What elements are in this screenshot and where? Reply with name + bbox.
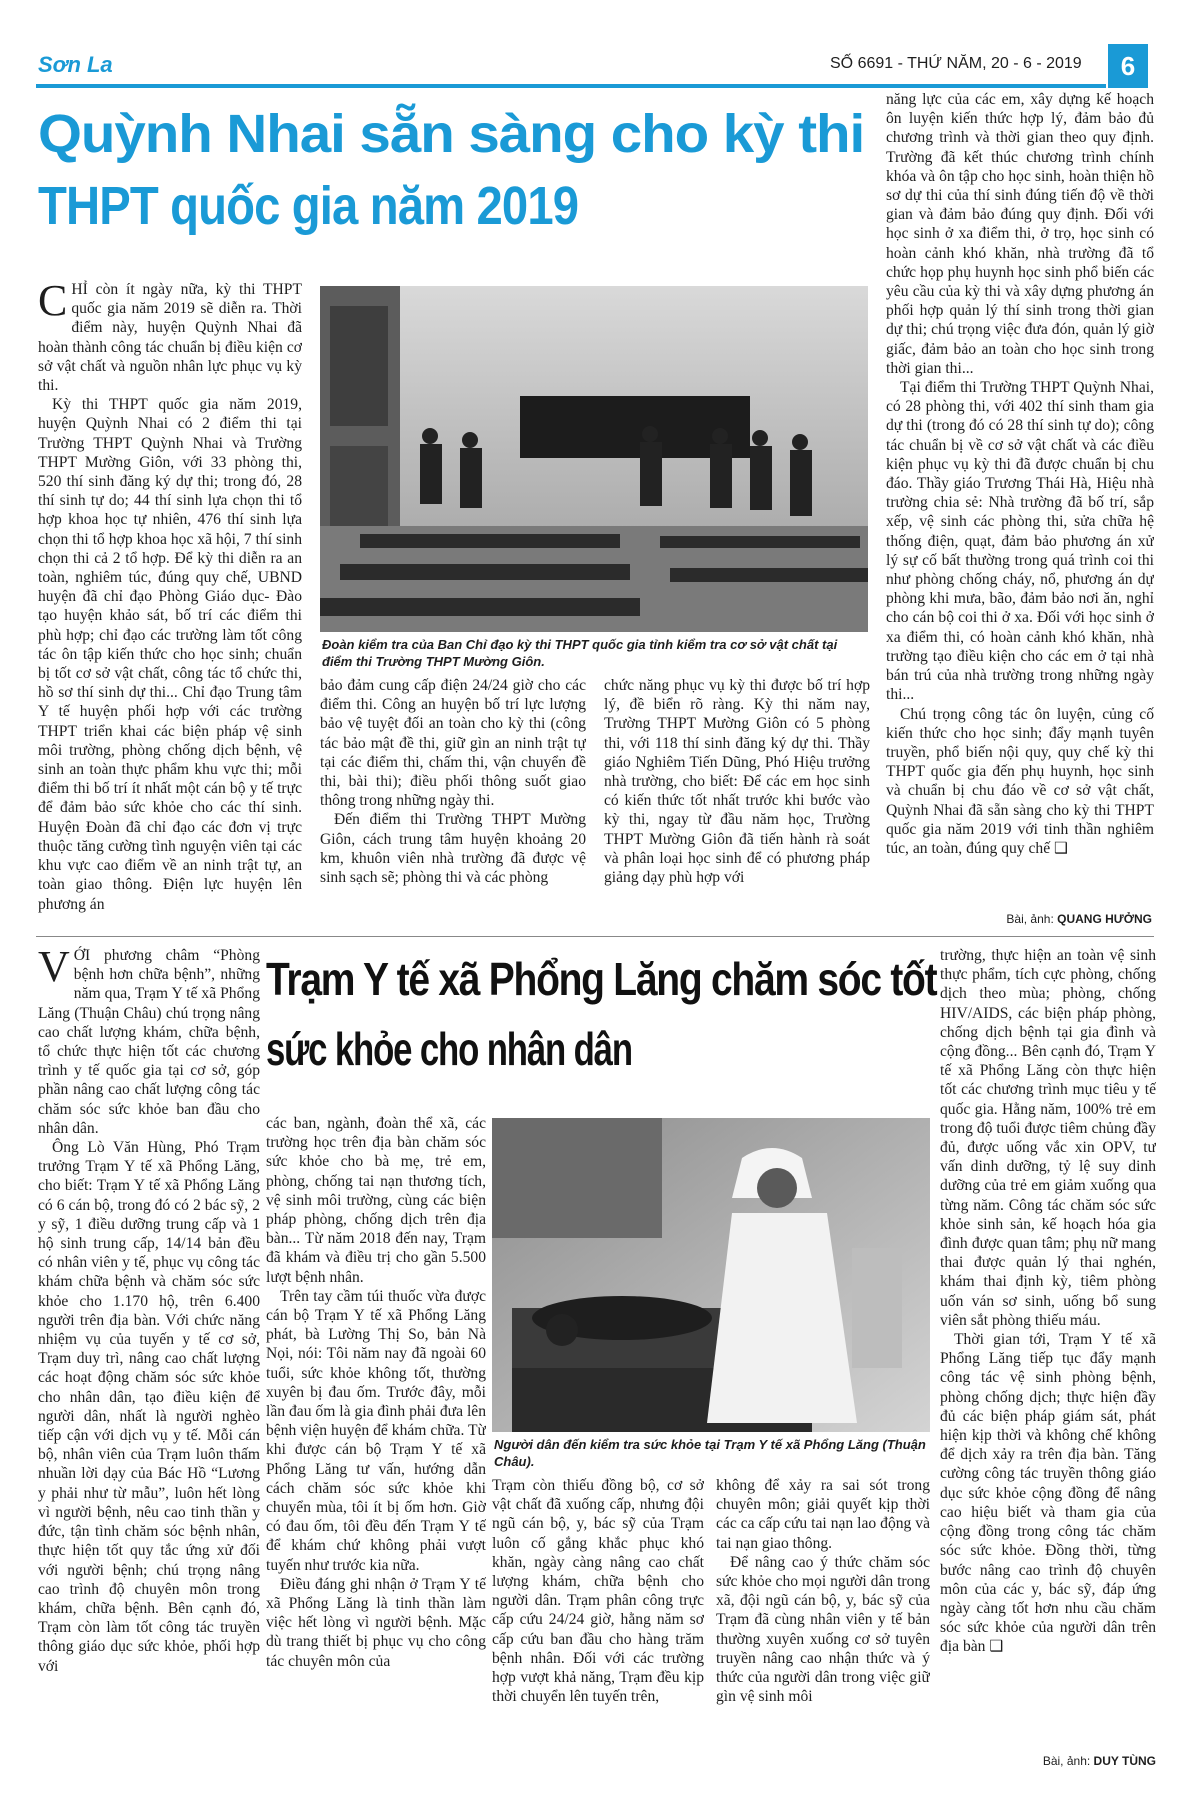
- article2-title-line2: sức khỏe cho nhân dân: [266, 1023, 632, 1075]
- article2-lead: ỚI phương châm “Phòng bệnh hơn chữa bệnh”, những năm qua, Trạm Y tế xã Phổng Lăng (Thuận Châu) chú trọng nâng cao chất lượng khám, chữa bệnh, tổ chức thực hiện tốt các chương trình y tế quốc gia tại cơ sở, góp phần nâng cao chất lượng công tác chăm sóc sức khỏe ban đầu cho nhân dân.: [38, 947, 260, 1137]
- page-number: 6: [1108, 44, 1148, 88]
- article2-column-3: [492, 1476, 704, 1750]
- article2-byline: [990, 1754, 1156, 1768]
- article1-byline: [1000, 912, 1152, 926]
- article2-byline-author: DUY TÙNG: [1093, 1754, 1156, 1768]
- article1-column-4: [886, 90, 1154, 898]
- header-rule: [36, 84, 1106, 88]
- article2-col2-paragraph-3: Điều đáng ghi nhận ở Trạm Y tế xã Phổng Lăng là tinh thần làm việc hết lòng vì người bệnh. Mặc dù trang thiết bị phục vụ cho công tác chuyên môn của: [266, 1575, 486, 1670]
- article1-photo-caption: Đoàn kiểm tra của Ban Chỉ đạo kỳ thi THPT quốc gia tỉnh kiểm tra cơ sở vật chất tại điểm thi Trường THPT Mường Giôn.: [322, 637, 838, 669]
- article2-col4-paragraph-1: không để xảy ra sai sót trong chuyên môn; giải quyết kịp thời các ca cấp cứu tai nạn lao động và tai nạn giao thông.: [716, 1477, 930, 1552]
- article1-drop-cap: C: [38, 280, 68, 325]
- article1-lead: HỈ còn ít ngày nữa, kỳ thi THPT quốc gia năm 2019 sẽ diễn ra. Thời điểm này, huyện Quỳnh Nhai đã hoàn thành công tác chuẩn bị điều kiện cơ sở vật chất và nguồn nhân lực phục vụ kỳ thi.: [38, 281, 302, 395]
- article1-photo: [320, 286, 868, 632]
- article2-col4-paragraph-2: Để nâng cao ý thức chăm sóc sức khỏe cho mọi người dân trong xã, đội ngũ cán bộ, y, bác sỹ của Trạm đã cùng nhân viên y tế bản thường xuyên xuống cơ sở tuyên truyền nâng cao nhận thức và ý thức của người dân trong việc giữ gìn vệ sinh môi: [716, 1553, 930, 1706]
- article1-byline-prefix: Bài, ảnh:: [1006, 912, 1054, 926]
- article2-column-5: [940, 946, 1156, 1746]
- article1-byline-author: QUANG HƯỞNG: [1057, 912, 1152, 926]
- article2-photo-caption: Người dân đến kiểm tra sức khỏe tại Trạm Y tế xã Phổng Lăng (Thuận Châu).: [494, 1437, 926, 1469]
- article1-col4-paragraph-1: năng lực của các em, xây dựng kế hoạch ôn luyện kiến thức hợp lý, đảm bảo đủ chương trình và thời gian theo quy định. Trường đã kết thúc chương trình chính khóa và ôn tập cho học sinh, hoàn thiện hồ sơ dự thi của thí sinh đúng tiến độ về thời gian và đảm bảo đúng quy định. Đối với học sinh ở xa điểm thi, ở trọ, học sinh có hoàn cảnh khó khăn, nhà trường đã tổ chức họp phụ huynh học sinh phổ biến các yêu cầu của kỳ thi và xây dựng phương án phối hợp quản lý thí sinh trong thời gian dự thi; chú trọng việc đưa đón, quản lý giờ giấc, đảm bảo an toàn cho học sinh trong thời gian thi...: [886, 91, 1154, 377]
- article2-col5-paragraph-2: Thời gian tới, Trạm Y tế xã Phổng Lăng tiếp tục đẩy mạnh công tác vệ sinh phòng bệnh, phòng chống dịch; thực hiện đầy đủ các biện pháp giám sát, phát hiện kịp thời và không chế không để dịch xảy ra trên địa bàn. Tăng cường công tác truyền thông giáo dục sức khỏe cộng đồng để nâng cao hiệu biết và tham gia của cộng đồng trong công tác chăm sóc sức khỏe. Đồng thời, từng bước nâng cao trình độ chuyên môn của các y, bác sỹ, đáp ứng ngày càng tốt hơn nhu cầu chăm sóc sức khỏe của người dân trên địa bàn ❑: [940, 1331, 1156, 1656]
- article2-column-1: [38, 946, 260, 1766]
- article2-byline-prefix: Bài, ảnh:: [1042, 1754, 1091, 1768]
- article1-title-line2: THPT quốc gia năm 2019: [38, 176, 579, 236]
- article2-column-2: [266, 1114, 486, 1750]
- article1-title-line1: Quỳnh Nhai sẵn sàng cho kỳ thi: [38, 104, 865, 164]
- article2-col3-paragraph: Trạm còn thiếu đồng bộ, cơ sở vật chất đã xuống cấp, nhưng đội ngũ cán bộ, y, bác sỹ của Trạm luôn cố gắng khắc phục khó khăn, ngày càng nâng cao chất lượng khám, chữa bệnh cho người dân. Trạm phân công trực cấp cứu 24/24 giờ, hằng năm sơ cấp cứu ban đầu cho hàng trăm bệnh nhân. Đối với các trường hợp vượt khả năng, Trạm đều kịp thời chuyển lên tuyến trên,: [492, 1477, 704, 1706]
- article2-paragraph: Ông Lò Văn Hùng, Phó Trạm trưởng Trạm Y tế xã Phổng Lăng, cho biết: Trạm Y tế xã Phổng Lăng có 6 cán bộ, trong đó có 2 bác sỹ, 2 y sỹ, 1 điều dưỡng trung cấp và 1 hộ sinh trung cấp, 14/14 bản đều có nhân viên y tế, phục vụ công tác khám chữa bệnh và chăm sóc sức khỏe cho 1.170 hộ, trên 6.400 người trên địa bàn. Với chức năng nhiệm vụ của tuyến y tế cơ sở, Trạm duy trì, nâng cao chất lượng các hoạt động chăm sóc sức khỏe cho nhân dân, tạo điều kiện để người dân, nhất là người nghèo tiếp cận với dịch vụ y tế. Mỗi cán bộ, nhân viên của Trạm luôn thấm nhuần lời dạy của Bác Hồ “Lương y phải như từ mẫu”, luôn hết lòng vì người bệnh, nêu cao tinh thần y đức, tận tình chăm sóc bệnh nhân, thực hiện tốt quy tắc ứng xử đối với người bệnh; chú trọng nâng cao trình độ chuyên môn trong khám, chữa bệnh. Bên cạnh đó, Trạm còn làm tốt công tác truyền thông giáo dục sức khỏe, phối hợp với: [38, 1139, 260, 1675]
- article1-col2-paragraph-2: Đến điểm thi Trường THPT Mường Giôn, cách trung tâm huyện khoảng 20 km, khuôn viên nhà trường đã được vệ sinh sạch sẽ; phòng thi và các phòng: [320, 811, 586, 887]
- page-header: [30, 44, 1170, 88]
- article2-col2-paragraph-1: các ban, ngành, đoàn thể xã, các trường học trên địa bàn chăm sóc sức khỏe cho bà mẹ, trẻ em, phòng, chống tai nạn thương tích, vệ sinh môi trường, cùng các biện pháp phòng, chống dịch trên địa bàn... Từ năm 2018 đến nay, Trạm đã khám và điều trị cho gần 5.500 lượt bệnh nhân.: [266, 1115, 486, 1286]
- article2-photo: [492, 1118, 930, 1432]
- article2-title-line1: Trạm Y tế xã Phổng Lăng chăm sóc tốt: [266, 953, 937, 1005]
- issue-info: SỐ 6691 - THỨ NĂM, 20 - 6 - 2019: [830, 55, 1082, 72]
- article2-column-4: [716, 1476, 930, 1750]
- classroom-photo-illustration: [320, 286, 868, 632]
- article1-column-3: [604, 676, 870, 932]
- article2-col5-paragraph-1: trường, thực hiện an toàn vệ sinh thực phẩm, tích cực phòng, chống dịch theo mùa; phòng, chống HIV/AIDS, các biện pháp phòng, chống dịch bệnh tại gia đình và cộng đồng... Bên cạnh đó, Trạm Y tế xã Phổng Lăng còn thực hiện tốt các chương trình mục tiêu y tế quốc gia. Hằng năm, 100% trẻ em trong độ tuổi được tiêm chủng đầy đủ, được uống vắc xin OPV, tư vấn dinh dưỡng, tỷ lệ suy dinh dưỡng của trẻ em giảm xuống qua từng năm. Công tác chăm sóc sức khỏe sinh sản, kế hoạch hóa gia đình được quan tâm; phụ nữ mang thai được quản lý thai nghén, khám thai định kỳ, tiêm phòng uốn ván sơ sinh, uống bổ sung viên sắt phòng thiếu máu.: [940, 947, 1156, 1329]
- section-name: Sơn La: [38, 52, 113, 77]
- health-checkup-photo-illustration: [492, 1118, 930, 1432]
- article1-col2-paragraph: bảo đảm cung cấp điện 24/24 giờ cho các điểm thi. Công an huyện bố trí lực lượng bảo vệ tuyệt đối an toàn cho kỳ thi (công tác bảo mật đề thi, giữ gìn an ninh trật tự tại các điểm thi, chấm thi, vận chuyển đề thi, bài thi); điều phối thông suốt giao thông trong những ngày thi.: [320, 677, 586, 810]
- article1-column-1: [38, 280, 302, 932]
- article1-col3-paragraph: chức năng phục vụ kỳ thi được bố trí hợp lý, đề biển rõ ràng. Kỳ thi năm nay, Trường THPT Mường Giôn có 5 phòng thi, với 118 thí sinh đăng ký dự thi. Thầy giáo Nghiêm Tiến Dũng, Phó Hiệu trưởng nhà trường, cho biết: Để các em học sinh có kiến thức tốt nhất trước khi bước vào kỳ thi, ngay từ đầu năm học, Trường THPT Mường Giôn đã tiến hành rà soát và phân loại học sinh để có phương pháp giảng dạy phù hợp với: [604, 677, 870, 887]
- article2-col2-paragraph-2: Trên tay cầm túi thuốc vừa được cán bộ Trạm Y tế xã Phổng Lăng phát, bà Lường Thị So, bản Nà Nọi, nói: Tôi năm nay đã ngoài 60 tuổi, sức khỏe không tốt, thường xuyên bị đau ốm. Trước đây, mỗi lần đau ốm là gia đình phải đưa lên bệnh viện huyện để khám chữa. Từ khi được cán bộ Trạm Y tế xã Phổng Lăng tư vấn, hướng dẫn cách chăm sóc sức khỏe khi chuyển mùa, tôi ít bị ốm hơn. Giờ có đau ốm, tôi đều đến Trạm Y tế để khám chứ không phải vượt tuyến như trước kia nữa.: [266, 1287, 486, 1574]
- article-divider: [36, 936, 1154, 937]
- article2-drop-cap: V: [38, 946, 70, 991]
- article1-col4-paragraph-2: Tại điểm thi Trường THPT Quỳnh Nhai, có 28 phòng thi, với 402 thí sinh tham gia dự thi (trong đó có 28 thí sinh tự do); công tác chuẩn bị về cơ sở vật chất và các điều kiện phục vụ kỳ thi đã được chuẩn bị chu đáo. Thầy giáo Trương Thái Hà, Hiệu nhà trường chia sẻ: Nhà trường đã bố trí, sắp xếp, vệ sinh các phòng thi, sửa chữa hệ thống điện, quạt, đảm bảo phương án xử lý sự cố bất thường trong quá trình coi thi như phòng chống cháy, nổ, phương án dự phòng khi mưa, bão, đảm bảo nơi ăn, nghỉ cho cán bộ coi thi ở xa. Đối với học sinh ở xa điểm thi, có hoàn cảnh khó khăn, nhà trường tạo điều kiện cho các em ở tại nhà bán trú của nhà trường trong những ngày thi...: [886, 379, 1154, 704]
- article1-col4-paragraph-3: Chú trọng công tác ôn luyện, củng cố kiến thức cho học sinh; đẩy mạnh tuyên truyền, phổ biến nội quy, quy chế kỳ thi THPT quốc gia đến phụ huynh, học sinh và chuẩn bị chu đáo về cơ sở vật chất, Quỳnh Nhai đã sẵn sàng cho kỳ thi THPT quốc gia năm 2019 với tinh thần nghiêm túc, an toàn, đúng quy chế ❑: [886, 705, 1154, 857]
- article1-paragraph: Kỳ thi THPT quốc gia năm 2019, huyện Quỳnh Nhai có 2 điểm thi tại Trường THPT Quỳnh Nhai và Trường THPT Mường Giôn, với 33 phòng thi, 520 thí sinh đăng ký dự thi; trong đó, 28 thí sinh tự do; 44 thí sinh lựa chọn thi tổ hợp khoa học tự nhiên, 476 thí sinh lựa chọn thi tổ hợp khoa học xã hội, 7 thí sinh chọn thi cả 2 tổ hợp. Để kỳ thi diễn ra an toàn, nghiêm túc, đúng quy chế, UBND huyện đã chỉ đạo Phòng Giáo dục- Đào tạo huyện khảo sát, bố trí các điểm thi phù hợp; chỉ đạo các trường làm tốt công tác ôn tập kiến thức cho học sinh; chuẩn bị tốt cơ sở vật chất, công tác tổ chức thi, hồ sơ thí sinh dự thi... Chỉ đạo Trung tâm Y tế huyện phối hợp với các trường THPT triển khai các biện pháp vệ sinh môi trường, phòng chống dịch bệnh, vệ sinh an toàn thực phẩm khu vực thi; mỗi điểm thi bố trí ít nhất một cán bộ y tế trực để đảm bảo sức khỏe cho các thí sinh. Huyện Đoàn đã chỉ đạo các đơn vị trực thuộc tăng cường tình nguyện viên tại các khu vực cao điểm về an ninh trật tự, an toàn giao thông. Điện lực huyện lên phương án: [38, 396, 302, 913]
- article1-column-2: [320, 676, 586, 932]
